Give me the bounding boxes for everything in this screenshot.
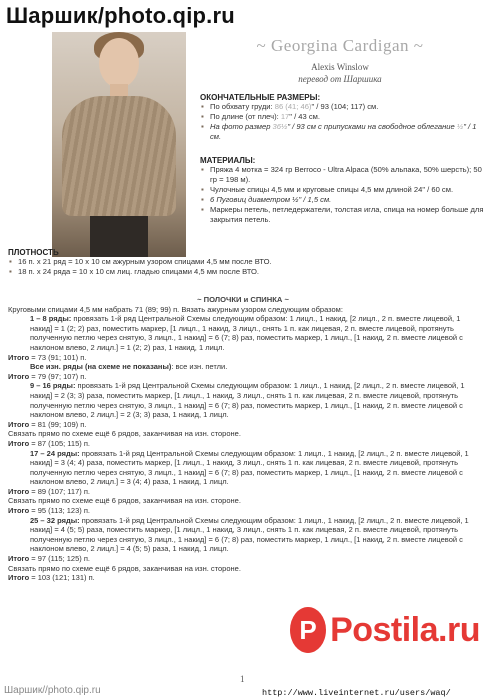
instruction-label: Итого: [8, 554, 30, 564]
density-item: ▪ 16 п. х 21 ряд = 10 х 10 см ажурным узором спицами 4,5 мм после ВТО.: [8, 257, 478, 267]
instruction-label: Итого: [8, 352, 30, 362]
instruction-line: [8, 305, 478, 315]
source-url-link[interactable]: http://www.liveinternet.ru/users/waq/: [262, 688, 451, 698]
material-item: ▪ Чулочные спицы 4,5 мм и круговые спицы 4,5 мм длиной 24" / 60 см.: [200, 185, 485, 195]
material-item: ▪ Пряжа 4 мотка = 324 гр Berroco - Ultra Alpaca (50% альпака, 50% шерсть); 50 гр = 198 м).: [200, 165, 485, 185]
final-sizes-section: [200, 93, 485, 142]
size-text: " / 93 см с припусками на свободное облегание: [287, 122, 457, 131]
size-gray-value: ½: [456, 122, 464, 131]
top-watermark: Шаршик/photo.qip.ru: [6, 3, 235, 28]
size-item: [200, 102, 485, 112]
instruction-text: провязать 1-й ряд Центральной Схемы следующим образом: 1 лицл., 1 накид, [2 лицл., 2 п. вместе лицевой, 1 накид] = 1 (2; 2) раз, поместить маркер, [1 лицл., 1 накид, 3 лицл., снять 1 п. как лицевая, 2 п. вместе лицевой, протянуть полученную петлю через снятую, 3 лицл., 1 накид] = 6 (7; 8) раз, поместить маркер, 1 лицл., [1 накид, 2 п. вместе лицевой с наклоном влево, 2 лицл.] = 1 (2; 2) раз, 1 накид, 1 лицл.: [30, 314, 463, 352]
materials-section: [200, 156, 485, 225]
instruction-label: 25 – 32 ряды:: [30, 515, 80, 525]
instruction-line: [8, 420, 478, 430]
instruction-line: [8, 372, 478, 382]
postila-logo: [290, 600, 480, 660]
size-text: " / 43 см.: [289, 112, 320, 121]
title-block: [200, 36, 480, 84]
instruction-label: Итого: [8, 419, 30, 429]
size-text: " / 1 см.: [210, 122, 477, 141]
translator-credit: перевод от Шаршика: [298, 74, 382, 84]
instruction-text: = 87 (105; 115) п.: [29, 438, 90, 448]
instruction-label: 1 – 8 ряды:: [30, 314, 72, 324]
footer-watermark: Шаршик//photo.qip.ru: [4, 685, 101, 696]
instruction-label: Итого: [8, 486, 30, 496]
instruction-label: Итого: [8, 506, 30, 516]
size-text: По длине (от плеч):: [210, 112, 281, 121]
photo-face: [99, 38, 139, 88]
instruction-line: [8, 362, 478, 372]
material-item: ▪ Маркеры петель, петледержатели, толстая игла, спица на номер больше для закрытия петель.: [200, 205, 485, 225]
instruction-text: : все изн. петли.: [171, 362, 228, 372]
size-text: " / 93 (104; 117) см.: [311, 102, 379, 111]
instructions-section: [8, 295, 478, 583]
instruction-line: [8, 496, 478, 506]
density-section: [8, 248, 478, 277]
instruction-line: [8, 564, 478, 574]
density-item: ▪ 18 п. х 24 ряда = 10 х 10 см лиц. гладью спицами 4,5 мм после ВТО.: [8, 267, 478, 277]
size-text: На фото размер: [210, 122, 273, 131]
instruction-text: = 73 (91; 101) п.: [29, 352, 87, 362]
instruction-label: 17 – 24 ряды:: [30, 448, 80, 458]
instruction-text: = 103 (121; 131) п.: [29, 573, 95, 583]
instruction-text: = 97 (115; 125) п.: [29, 554, 90, 564]
size-item: [200, 122, 485, 142]
density-heading: ПЛОТНОСТЬ: [8, 248, 59, 257]
size-gray-value: 17: [280, 112, 290, 121]
section-title: ~ ПОЛОЧКИ и СПИНКА ~: [197, 295, 289, 304]
instruction-text: Круговыми спицами 4,5 мм набрать 71 (89; 99) п. Вязать ажурным узором следующим образом:: [8, 304, 343, 314]
materials-heading: МАТЕРИАЛЫ:: [200, 156, 256, 165]
instruction-line: [8, 439, 478, 449]
instruction-line: [8, 429, 478, 439]
pattern-author: Alexis Winslow: [311, 62, 369, 72]
instruction-line: [8, 573, 478, 583]
instruction-text: = 95 (113; 123) п.: [29, 506, 90, 516]
instruction-label: Итого: [8, 371, 30, 381]
photo-cardigan: [62, 96, 176, 216]
instruction-label: Все изн. ряды (на схеме не показаны): [30, 362, 172, 372]
instruction-text: = 89 (107; 117) п.: [29, 486, 90, 496]
instruction-text: = 81 (99; 109) п.: [29, 419, 87, 429]
instruction-line: [8, 314, 478, 352]
instruction-line: [8, 381, 478, 419]
instruction-line: [8, 353, 478, 363]
model-photo: [52, 32, 186, 257]
material-item: ▪ 6 Пуговиц диаметром ½" / 1,5 см.: [200, 195, 485, 205]
instruction-label: 9 – 16 ряды:: [30, 381, 76, 391]
instruction-text: провязать 1-й ряд Центральной Схемы следующим образом: 1 лицл., 1 накид, [2 лицл., 2 п. вместе лицевой, 1 накид] = 2 (3; 3) раза, поместить маркер, [1 лицл., 1 накид, 3 лицл., снять 1 п. как лицевая, 2 п. вместе лицевой, протянуть полученную петлю через снятую, 3 лицл., 1 накид] = 6 (7; 8) раз, поместить маркер, 1 лицл., [1 накид, 2 п. вместе лицевой с наклоном влево, 2 лицл.] = 2 (3; 3) раза, 1 накид, 1 лицл.: [30, 381, 465, 420]
size-gray-value: 86 (41; 46): [274, 102, 312, 111]
instruction-text: провязать 1-й ряд Центральной Схемы следующим образом: 1 лицл., 1 накид, [2 лицл., 2 п. вместе лицевой, 1 накид] = 4 (5; 5) раза, поместить маркер, [1 лицл., 1 накид, 3 лицл., снять 1 п. как лицевая, 2 п. вместе лицевой, протянуть полученную петлю через снятую, 3 лицл., 1 накид] = 6 (7; 8) раз, поместить маркер, 1 лицл., [1 накид, 2 п. вместе лицевой с наклоном влево, 2 лицл.] = 4 (5; 5) раза, 1 накид, 1 лицл.: [30, 515, 469, 554]
pattern-title: ~ Georgina Cardigan ~: [256, 36, 424, 55]
instruction-line: [8, 506, 478, 516]
postila-text: Postila.ru: [330, 610, 480, 649]
instruction-label: Итого: [8, 438, 30, 448]
postila-icon: P: [290, 607, 326, 653]
size-text: По обхвату груди:: [210, 102, 275, 111]
instruction-line: [8, 449, 478, 487]
instruction-lines: [8, 305, 478, 583]
instruction-text: = 79 (97; 107) п.: [29, 371, 87, 381]
sizes-heading: ОКОНЧАТЕЛЬНЫЕ РАЗМЕРЫ:: [200, 93, 321, 102]
instruction-text: Связать прямо по схеме ещё 6 рядов, заканчивая на изн. стороне.: [8, 496, 241, 506]
instruction-line: [8, 487, 478, 497]
instruction-line: [8, 516, 478, 554]
instruction-line: [8, 554, 478, 564]
instruction-text: Связать прямо по схеме ещё 6 рядов, заканчивая на изн. стороне.: [8, 429, 241, 439]
page-number: 1: [240, 674, 245, 684]
instruction-label: Итого: [8, 573, 30, 583]
instruction-text: Связать прямо по схеме ещё 6 рядов, заканчивая на изн. стороне.: [8, 563, 241, 573]
instruction-text: провязать 1-й ряд Центральной Схемы следующим образом: 1 лицл., 1 накид, [2 лицл., 2 п. вместе лицевой, 1 накид] = 3 (4; 4) раза, поместить маркер, [1 лицл., 1 накид, 3 лицл., снять 1 п. как лицевая, 2 п. вместе лицевой, протянуть полученную петлю через снятую, 3 лицл., 1 накид] = 6 (7; 8) раз, поместить маркер, 1 лицл., [1 накид, 2 п. вместе лицевой с наклоном влево, 2 лицл.] = 3 (4; 4) раза, 1 накид, 1 лицл.: [30, 448, 469, 487]
size-gray-value: 36½: [272, 122, 288, 131]
size-item: [200, 112, 485, 122]
